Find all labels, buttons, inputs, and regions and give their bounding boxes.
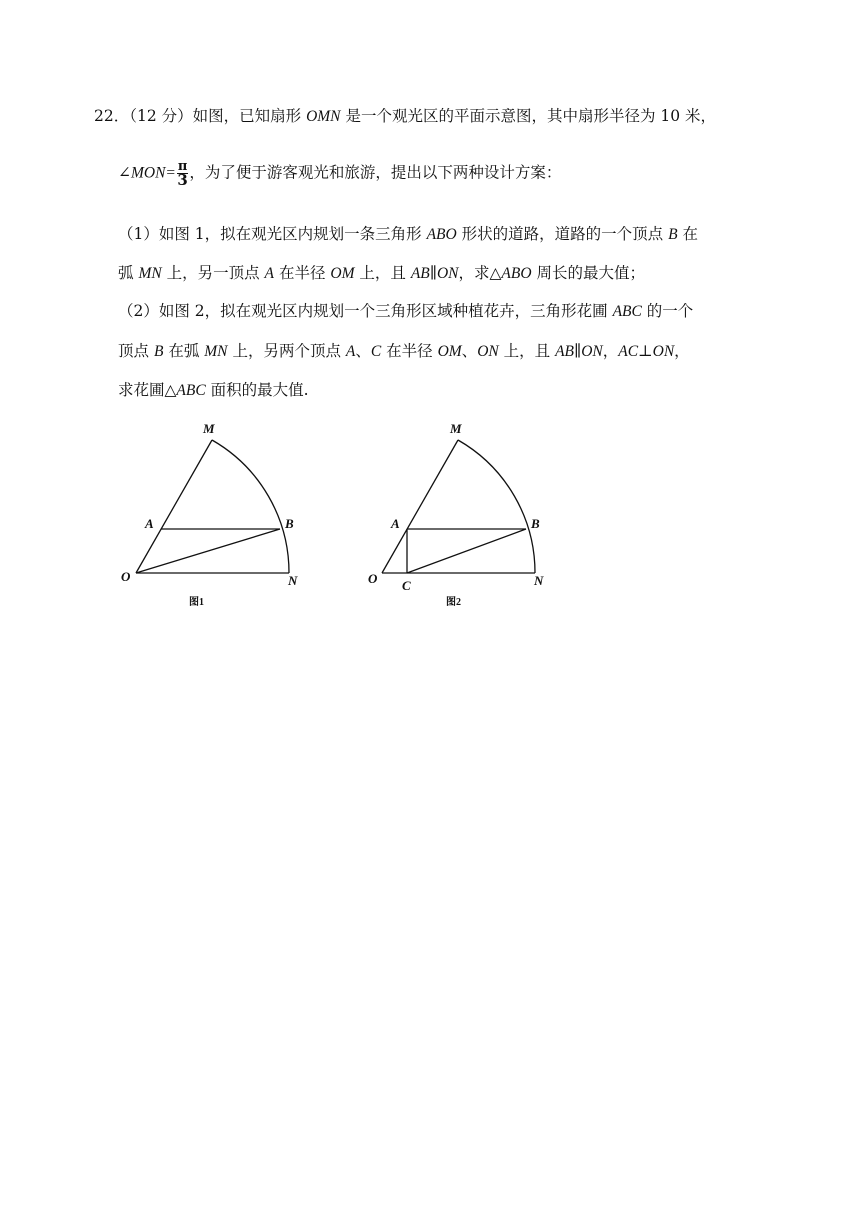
part1-var: ABO	[501, 265, 532, 282]
part2-text: ，	[674, 342, 690, 360]
part2-text: 面积的最大值.	[205, 381, 309, 399]
problem-score: （12 分）	[129, 107, 193, 125]
part2-line-1	[118, 301, 693, 322]
part1-text: 在	[677, 225, 698, 243]
label-m: M	[203, 421, 215, 436]
problem-text: ，为了便于游客观光和旅游，提出以下两种设计方案：	[189, 163, 562, 182]
part2-var: ABC	[612, 303, 642, 320]
part2-var: ABC	[176, 382, 206, 399]
arc-mn	[458, 440, 535, 573]
label-a: A	[391, 516, 400, 531]
sector-name: OMN	[306, 108, 341, 125]
problem-line-2	[118, 160, 561, 187]
part2-text: ，	[602, 342, 619, 360]
part2-text: 求花圃△	[118, 381, 177, 399]
part2-text: 、	[355, 342, 371, 360]
part1-line-1	[118, 224, 698, 245]
part1-text: 在半径	[274, 264, 331, 282]
fraction-numerator: π	[177, 159, 188, 174]
label-n: N	[534, 573, 544, 588]
part2-line-3	[118, 380, 309, 401]
problem-number: 22．	[94, 107, 130, 125]
figure-2	[362, 418, 572, 618]
part2-var: AB∥ON	[555, 343, 603, 360]
part2-text: 上，另两个顶点	[227, 342, 346, 360]
part1-text: ，求△	[458, 264, 502, 282]
part2-text: 在弧	[163, 342, 205, 360]
label-b: B	[285, 516, 294, 531]
figure-1	[118, 418, 318, 618]
part1-var: MN	[138, 265, 162, 282]
segment-cb	[407, 529, 526, 573]
radius-om	[382, 440, 458, 573]
part1-text: 弧	[118, 264, 139, 282]
part2-var: AC⊥ON	[618, 343, 675, 360]
label-a: A	[145, 516, 154, 531]
part1-var: AB∥ON	[410, 265, 459, 282]
pi-over-3-fraction	[177, 160, 189, 187]
problem-text: 如图，已知扇形	[192, 107, 307, 125]
part2-var: C	[370, 343, 382, 360]
part2-var: MN	[204, 343, 228, 360]
part1-text: 周长的最大值；	[531, 264, 645, 282]
arc-mn	[212, 440, 289, 573]
part2-line-2	[118, 341, 690, 362]
part1-var: OM	[330, 265, 355, 282]
angle-name: ∠MON=	[118, 164, 176, 182]
label-m: M	[450, 421, 462, 436]
part1-var: ABO	[426, 226, 457, 243]
part2-text: 上，且	[498, 342, 556, 360]
part1-text: 上，且	[354, 264, 411, 282]
label-c: C	[402, 578, 411, 593]
part2-text: 、	[461, 342, 478, 360]
part2-var: A	[345, 343, 356, 360]
part2-var: ON	[477, 343, 499, 360]
problem-line-1	[94, 106, 716, 127]
problem-text: 是一个观光区的平面示意图，其中扇形半径为 10 米，	[340, 107, 717, 125]
part2-text: 的一个	[641, 302, 694, 320]
fraction-denominator: 3	[177, 171, 188, 189]
label-o: O	[121, 569, 131, 584]
part1-text: （1）如图 1，拟在观光区内规划一条三角形	[118, 225, 427, 243]
part1-text: 上，另一顶点	[161, 264, 265, 282]
part1-line-2	[118, 263, 645, 284]
part1-text: 形状的道路，道路的一个顶点	[456, 225, 669, 243]
part2-text: （2）如图 2，拟在观光区内规划一个三角形区域种植花卉，三角形花圃	[118, 302, 613, 320]
label-n: N	[288, 573, 298, 588]
part1-var: A	[264, 265, 275, 282]
figure-2-caption: 图2	[446, 597, 461, 608]
part2-var: B	[153, 343, 164, 360]
label-b: B	[531, 516, 540, 531]
part2-text: 在半径	[381, 342, 438, 360]
label-o: O	[368, 571, 378, 586]
part2-var: OM	[437, 343, 462, 360]
figure-1-caption: 图1	[189, 597, 204, 608]
part2-text: 顶点	[118, 342, 154, 360]
part1-var: B	[668, 226, 678, 243]
